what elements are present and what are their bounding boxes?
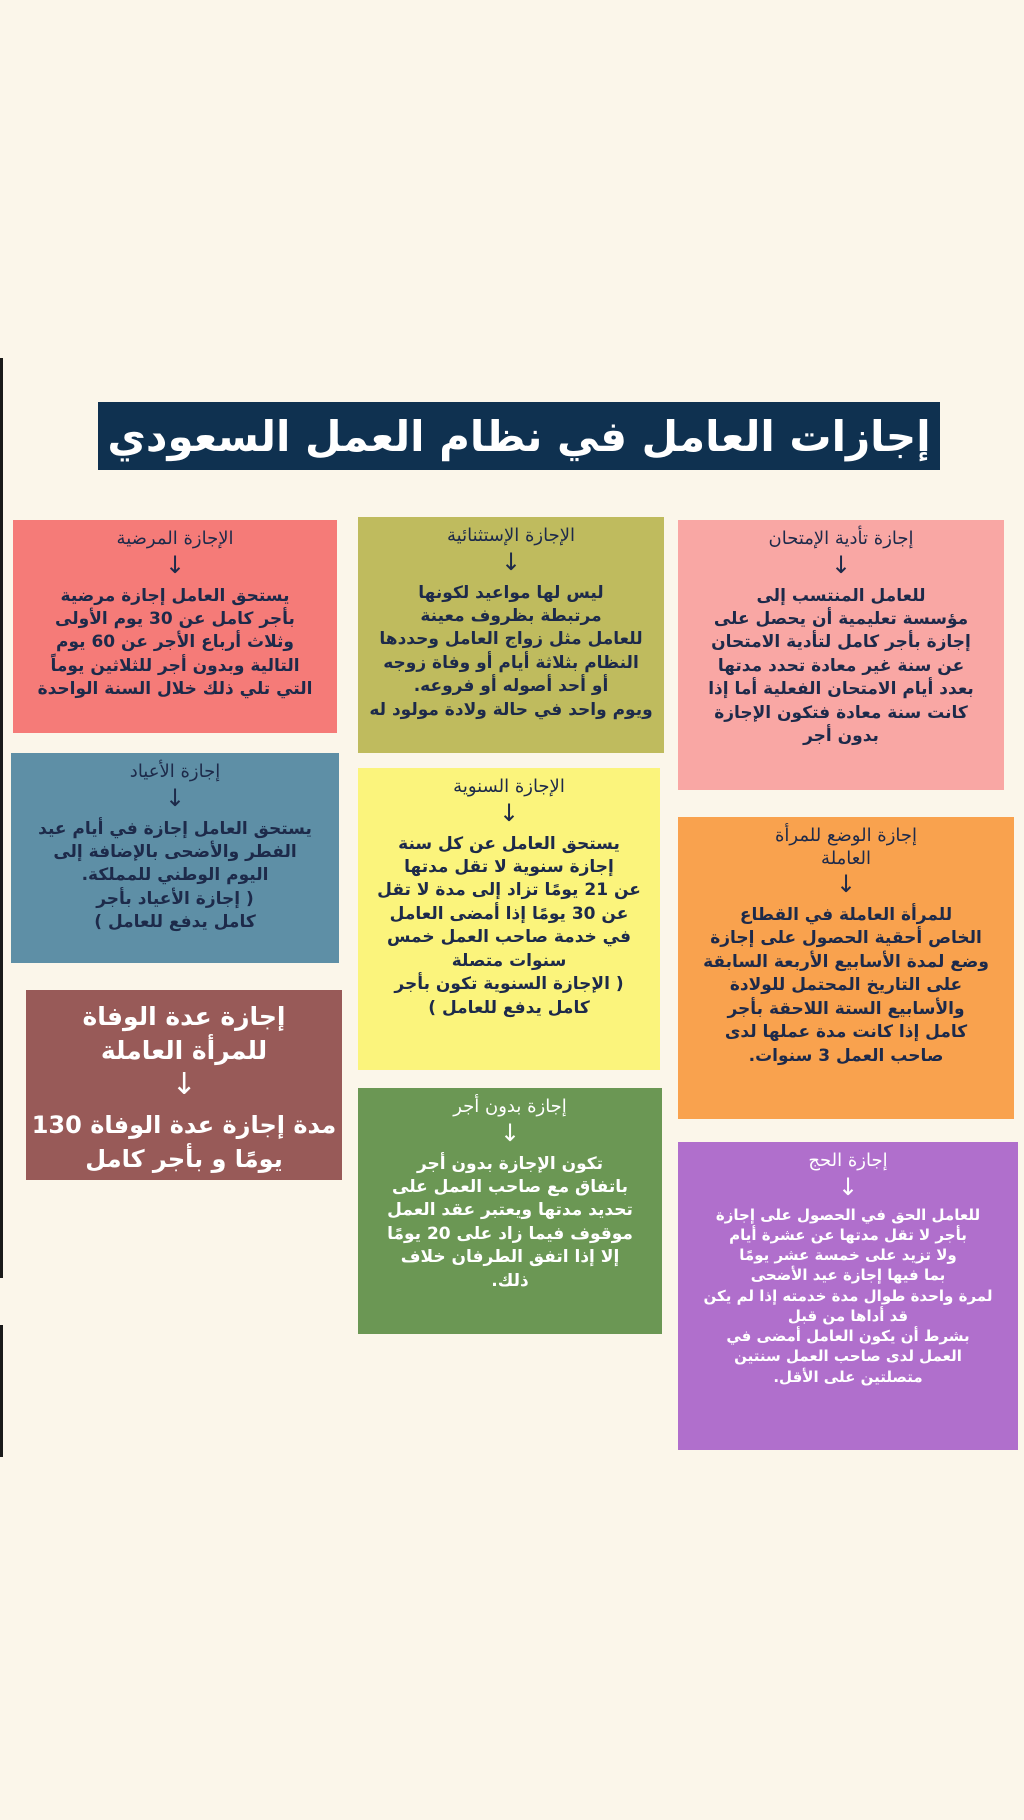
- card-sick-leave: [13, 520, 337, 733]
- card-body: للعامل الحق في الحصول على إجازة بأجر لا تقل مدتها عن عشرة أيام ولا تزيد على خمسة عشر يومًا بما فيها إجازة عيد الأضحى لمرة واحدة طوال مدة خدمته إذا لم يكن قد أداها من قبل بشرط أن يكون العامل أمضى في العمل لدى صاحب العمل سنتين متصلتين على الأقل.: [703, 1205, 993, 1386]
- card-body: للعامل المنتسب إلى مؤسسة تعليمية أن يحصل على إجازة بأجر كامل لتأدية الامتحان عن سنة غير معادة تحدد مدتها بعدد أيام الامتحان الفعلية أما إذا كانت سنة معادة فتكون الإجازة بدون أجر: [708, 585, 974, 747]
- card-exceptional-leave: [358, 517, 664, 753]
- arrow-down-icon: ↓: [164, 550, 186, 579]
- card-holidays-leave: [11, 753, 339, 963]
- arrow-down-icon: ↓: [171, 1066, 197, 1102]
- card-widow-leave: [26, 990, 342, 1180]
- card-body: ليس لها مواعيد لكونها مرتبطة بظروف معينة للعامل مثل زواج العامل وحددها النظام بثلاثة أيام أو وفاة زوجه أو أحد أصوله أو فروعه. ويوم واحد في حالة ولادة مولود له: [369, 582, 653, 720]
- card-unpaid-leave: [358, 1088, 662, 1334]
- card-annual-leave: [358, 768, 660, 1070]
- card-heading: الإجازة السنوية: [453, 776, 565, 797]
- card-heading: إجازة الأعياد: [129, 761, 221, 782]
- card-exam-leave: [678, 520, 1004, 790]
- card-heading: الإجازة المرضية: [116, 528, 234, 549]
- page-title: إجازات العامل في نظام العمل السعودي: [107, 411, 931, 461]
- card-body: مدة إجازة عدة الوفاة 130 يومًا و بأجر كامل: [31, 1110, 337, 1174]
- arrow-down-icon: ↓: [164, 783, 186, 812]
- left-edge-line-top: [0, 358, 3, 1278]
- card-heading: إجازة الحج: [808, 1150, 888, 1171]
- arrow-down-icon: ↓: [835, 870, 857, 898]
- card-body: يستحق العامل إجازة مرضية بأجر كامل عن 30 يوم الأولى وثلاث أرباع الأجر عن 60 يوم التالية وبدون أجر للثلاثين يوماً التي تلي ذلك خلال السنة الواحدة: [37, 585, 313, 700]
- card-heading: إجازة الوضع للمرأة العاملة: [774, 825, 918, 869]
- card-body: للمرأة العاملة في القطاع الخاص أحقية الحصول على إجازة وضع لمدة الأسابيع الأربعة السابقة على التاريخ المحتمل للولادة والأسابيع الستة اللاحقة بأجر كامل إذا كانت مدة عملها لدى صاحب العمل 3 سنوات.: [703, 905, 989, 1066]
- arrow-down-icon: ↓: [830, 550, 852, 579]
- card-body: يستحق العامل عن كل سنة إجازة سنوية لا تقل مدتها عن 21 يومًا تزاد إلى مدة لا تقل عن 30 يومًا إذا أمضى العامل في خدمة صاحب العمل خمس سنوات متصلة ( الإجازة السنوية تكون بأجر كامل يدفع للعامل ): [377, 833, 641, 1018]
- card-hajj-leave: [678, 1142, 1018, 1450]
- card-body: تكون الإجازة بدون أجر باتفاق مع صاحب العمل على تحديد مدتها ويعتبر عقد العمل موقوف فيما زاد على 20 يومًا إلا إذا اتفق الطرفان خلاف ذلك.: [387, 1153, 633, 1291]
- card-heading: الإجازة الإستثنائية: [447, 525, 575, 546]
- arrow-down-icon: ↓: [498, 798, 520, 827]
- card-heading: إجازة عدة الوفاة للمرأة العاملة: [82, 1002, 286, 1065]
- arrow-down-icon: ↓: [500, 547, 522, 576]
- arrow-down-icon: ↓: [499, 1118, 521, 1147]
- card-maternity-leave: [678, 817, 1014, 1119]
- card-heading: إجازة بدون أجر: [453, 1096, 567, 1117]
- card-body: يستحق العامل إجازة في أيام عيد الفطر والأضحى بالإضافة إلى اليوم الوطني للمملكة. ( إجازة الأعياد بأجر كامل يدفع للعامل ): [38, 818, 312, 933]
- card-heading: إجازة تأدية الإمتحان: [768, 528, 914, 549]
- title-banner: [98, 402, 940, 470]
- left-edge-line-bottom: [0, 1325, 3, 1457]
- arrow-down-icon: ↓: [837, 1172, 859, 1201]
